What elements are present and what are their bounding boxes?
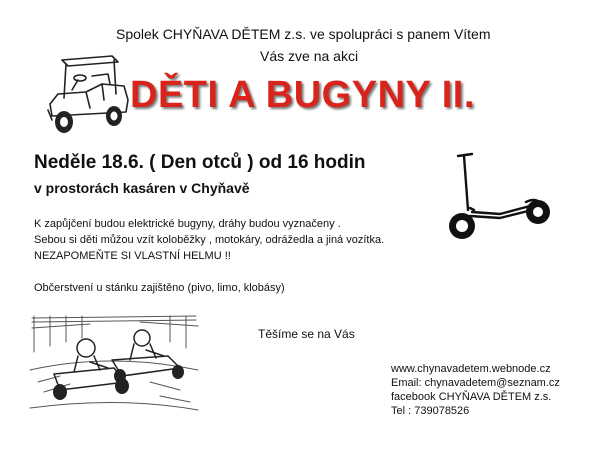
golf-cart-buggy-drawing <box>42 50 134 138</box>
contact-website: www.chynavadetem.webnode.cz <box>391 363 551 375</box>
refreshments-note: Občerstvení u stánku zajištěno (pivo, limo, klobásy) <box>34 282 285 294</box>
event-place: v prostorách kasáren v Chyňavě <box>34 180 250 196</box>
description-line-1: K zapůjčení budou elektrické bugyny, dráhy budou vyznačeny . <box>34 218 341 230</box>
description-line-3: NEZAPOMEŇTE SI VLASTNÍ HELMU !! <box>34 250 231 262</box>
event-title: DĚTI A BUGYNY II. <box>130 74 475 116</box>
go-kart-race-drawing <box>30 312 200 416</box>
intro-line-2: Vás zve na akci <box>260 48 359 64</box>
contact-email: Email: chynavadetem@seznam.cz <box>391 377 560 389</box>
intro-line-1: Spolek CHYŇAVA DĚTEM z.s. ve spolupráci s panem Vítem <box>116 26 491 42</box>
description-line-2: Sebou si děti můžou vzít koloběžky , motokáry, odrážedla a jiná vozítka. <box>34 234 385 246</box>
kick-scooter-drawing <box>440 150 552 246</box>
event-date: Neděle 18.6. ( Den otců ) od 16 hodin <box>34 152 366 173</box>
closing-greeting: Těšíme se na Vás <box>258 327 355 341</box>
contact-phone: Tel : 739078526 <box>391 405 470 417</box>
contact-block <box>391 362 560 418</box>
event-description <box>34 216 384 264</box>
contact-facebook: facebook CHYŇAVA DĚTEM z.s. <box>391 391 552 403</box>
